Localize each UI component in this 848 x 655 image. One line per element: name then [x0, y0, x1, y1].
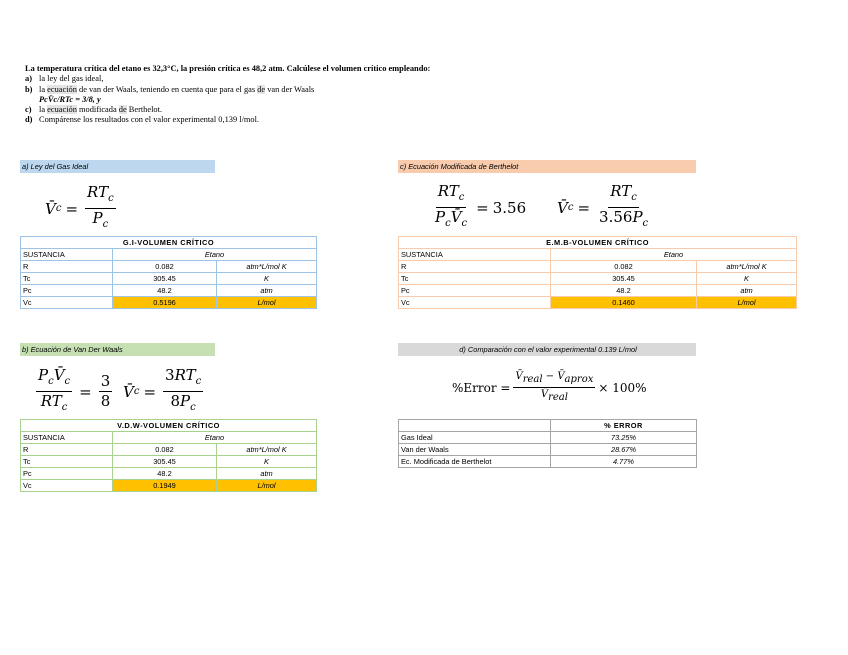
- fraction: $\frac{P_cV̄_c}{RT_c}$: [38, 366, 71, 413]
- problem-item-d: d) Compárense los resultados con el valor experimental 0,139 l/mol.: [25, 115, 260, 125]
- formula-vdw-volume: V̄ c = $\frac{3RT_c}{8P_c}$: [123, 367, 206, 416]
- section-d-label: d) Comparación con el valor experimental 0.139 L/mol: [398, 343, 696, 356]
- table-row: Pc 48.2 atm: [21, 468, 317, 480]
- table-row: Ec. Modificada de Berthelot 4.77%: [399, 456, 697, 468]
- table-title: E.M.B-VOLUMEN CRÍTICO: [399, 237, 797, 249]
- table-van-der-waals: V.D.W-VOLUMEN CRÍTICO SUSTANCIA Etano R 0.082 atm*L/mol K Tc 305.45 K Pc 48.2 atm Vc 0.1949 L/mol: [20, 419, 317, 492]
- fraction: $\frac{RT_c}{P_cV̄_c}$: [435, 182, 468, 229]
- table-row: Tc 305.45 K: [21, 273, 317, 285]
- table-percent-error: [398, 419, 697, 468]
- fraction: $\frac{3RT_c}{8P_c}$: [165, 366, 202, 413]
- table-row: Gas Ideal 73.25%: [399, 432, 697, 444]
- table-row: Pc 48.2 atm: [399, 285, 797, 297]
- fraction: $\frac{3}{8}$: [100, 372, 111, 410]
- table-row: R 0.082 atm*L/mol K: [21, 261, 317, 273]
- formula-berthelot-volume: V̄ c = $\frac{RT_c}{3.56P_c}$: [557, 183, 653, 232]
- formula-error: %Error = $\frac{V̄_{real} - V̄_{aprox}}{V̄_{real}}$ × 100%: [452, 371, 647, 403]
- table-berthelot: E.M.B-VOLUMEN CRÍTICO SUSTANCIA Etano R 0.082 atm*L/mol K Tc 305.45 K Pc 48.2 atm Vc 0.1460 L/mol: [398, 236, 797, 309]
- table-ideal-gas: G.I-VOLUMEN CRÍTICO SUSTANCIA Etano R 0.082 atm*L/mol K Tc 305.45 K Pc 48.2 atm Vc 0.5196 L/mol: [20, 236, 317, 309]
- table-row: Van der Waals 28.67%: [399, 444, 697, 456]
- section-b-label: b) Ecuación de Van Der Waals: [20, 343, 215, 356]
- table-row: R 0.082 atm*L/mol K: [399, 261, 797, 273]
- problem-item-b-formula: PcV̄c/RTc = 3/8, y: [39, 94, 101, 104]
- section-c-label: c) Ecuación Modificada de Berthelot: [398, 160, 696, 173]
- table-title: V.D.W-VOLUMEN CRÍTICO: [21, 420, 317, 432]
- section-a-label: a) Ley del Gas Ideal: [20, 160, 215, 173]
- vbar-symbol: V̄: [45, 199, 56, 218]
- table-row: Tc 305.45 K: [399, 273, 797, 285]
- table-title: G.I-VOLUMEN CRÍTICO: [21, 237, 317, 249]
- table-row-vc: Vc 0.1949 L/mol: [21, 480, 317, 492]
- problem-item-b: b) la ecuación de van der Waals, teniendo en cuenta que para el gas de van der Waals: [25, 84, 315, 94]
- problem-intro: La temperatura crítica del etano es 32,3°C, la presión crítica es 48,2 atm. Calcúlese el volumen crítico empleando:: [25, 64, 431, 73]
- table-row-vc: Vc 0.5196 L/mol: [21, 297, 317, 309]
- formula-ideal-gas: V̄ c = $\frac{RT_c}{P_c}$: [45, 184, 119, 233]
- table-row-vc: Vc 0.1460 L/mol: [399, 297, 797, 309]
- fraction: $\frac{V̄_{real} - V̄_{aprox}}{V̄_{real}}$: [515, 371, 594, 403]
- problem-statement: [25, 64, 475, 126]
- table-row: Tc 305.45 K: [21, 456, 317, 468]
- fraction: $\frac{RT_c}{3.56P_c}$: [599, 182, 649, 229]
- fraction: $\frac{RT_c}{P_c}$: [87, 183, 114, 230]
- table-title: % ERROR: [551, 420, 697, 432]
- problem-item-a: a) la ley del gas ideal,: [25, 74, 104, 84]
- table-row: R 0.082 atm*L/mol K: [21, 444, 317, 456]
- formula-vdw-ratio: $\frac{P_cV̄_c}{RT_c}$ = $\frac{3}{8}$: [33, 367, 115, 416]
- formula-berthelot-ratio: $\frac{RT_c}{P_cV̄_c}$ = 3.56: [430, 183, 526, 232]
- table-row: Pc 48.2 atm: [21, 285, 317, 297]
- problem-item-c: c) la ecuación modificada de Berthelot.: [25, 105, 163, 115]
